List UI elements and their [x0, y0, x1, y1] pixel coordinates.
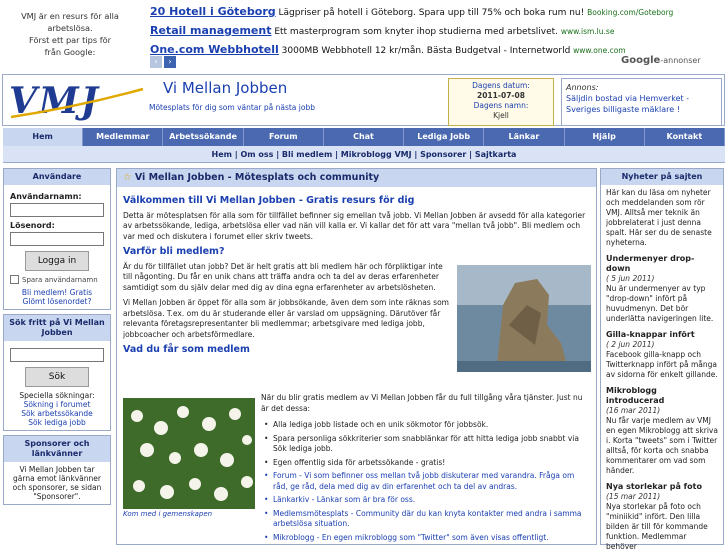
site-tagline: Mötesplats för dig som väntar på nästa jobb	[149, 103, 315, 112]
news-title: Gilla-knappar infört	[606, 330, 695, 339]
site-title[interactable]: Vi Mellan Jobben	[163, 79, 288, 97]
star-icon: ☆	[123, 172, 132, 183]
ad-list	[150, 2, 720, 59]
login-links[interactable]: Bli medlem! Gratis Glömt lösenordet?	[21, 288, 93, 306]
ad-prev-button[interactable]: ‹	[150, 56, 162, 68]
news-intro: Här kan du läsa om nyheter och meddelanden som rör VMJ. Alltså mer teknik än jobbrelaterat i just denna spalt. Här ser du de senaste nyheterna.	[606, 188, 712, 247]
news-title: Nya storlekar på foto	[606, 482, 702, 491]
nav-lediga-jobb[interactable]: Lediga Jobb	[404, 128, 484, 146]
why-heading: Varför bli medlem?	[123, 246, 225, 257]
date-box: Dagens datum: 2011-07-08 Dagens namn: Kjell	[448, 78, 554, 126]
news-heading: Nyheter på sajten	[601, 169, 723, 185]
feature-item: • Spara personliga sökkriterier som snabblänkar för att hitta lediga jobb snabbt via Sök lediga jobb.	[261, 434, 591, 455]
search-heading: Sök fritt på Vi Mellan Jobben	[4, 315, 110, 341]
ad-item[interactable]: Retail management Ett masterprogram som knyter ihop studierna med arbetslivet. www.ism.lu.se	[150, 24, 615, 37]
sponsor-panel: Sponsorer och länkvänner Vi Mellan Jobben tar gärna emot länkvänner och sponsorer, se sidan "Sponsorer".	[3, 435, 111, 505]
feature-item[interactable]: • Medlemsmötesplats - Community där du kan knyta kontakter med andra i samma arbetslösa situation.	[261, 509, 591, 530]
username-label: Användarnamn:	[10, 192, 82, 201]
features-area: När du blir gratis medlem av Vi Mellan Jobben får du full tillgång våra tjänster. Just nu är det dessa: • Alla lediga jobb listade och en unik sökmotor för jobbsök. • Spara personliga sökkriterier som snabblänkar för att hitta lediga jobb snabbt via Sök lediga jobb. • Egen offentlig sida för arbetssökande - gratis! • Forum - Vi som befinner oss mellan två jobb diskuterar med varandra. Fråga om råd, ge råd, dela med dig av din erfarenhet och ta del av andras. • Länkarkiv - Länkar som är bra för oss. • Medlemsmötesplats - Community där du kan knyta kontakter med andra i samma arbetslösa situation. • Mikroblogg - En egen mikroblogg som "Twitter" som även visas offentligt.	[261, 393, 591, 546]
ad-item[interactable]: 20 Hotell i Göteborg Lägpriser på hotell i Göteborg. Spara upp till 75% och boka rum nu! Booking.com/Goteborg	[150, 5, 674, 18]
feature-item: • Egen offentlig sida för arbetssökande - gratis!	[261, 458, 591, 469]
news-title: Mikroblogg introducerad	[606, 386, 665, 405]
remember-checkbox[interactable]	[10, 275, 19, 284]
search-button[interactable]: Sök	[25, 367, 89, 387]
intro-paragraph: Detta är mötesplatsen för alla som för tillfället befinner sig emellan två jobb. Vi Mellan Jobben är avsedd för alla kategorier av arbetssökande, lediga, arbetslösa eller vad nän vill kalla er. Vi kallar det för att vara "mellan två jobb". Bli medlem och var med och diskutera i forumet eller skriv tweets.	[123, 210, 586, 241]
remember-row: Spara användarnamn	[10, 275, 104, 284]
login-heading: Användare	[4, 169, 110, 185]
ad-next-button[interactable]: ›	[164, 56, 176, 68]
nav-hem[interactable]: Hem	[3, 128, 83, 146]
ad-intro-text: VMJ är en resurs för alla arbetslösa. Först ett par tips för från Google:	[21, 11, 119, 57]
welcome-heading: Välkommen till Vi Mellan Jobben - Gratis resurs för dig	[123, 195, 415, 206]
feature-item[interactable]: • Mikroblogg - En egen mikroblogg som "Twitter" som även visas offentligt.	[261, 533, 591, 544]
login-button[interactable]: Logga in	[25, 251, 89, 271]
main-nav	[3, 128, 725, 146]
nav-medlemmar[interactable]: Medlemmar	[83, 128, 163, 146]
sub-nav[interactable]: Hem | Om oss | Bli medlem | Mikroblogg VMJ | Sponsorer | Sajtkarta	[3, 146, 725, 163]
rock-photo	[457, 265, 591, 372]
nav-kontakt[interactable]: Kontakt	[645, 128, 725, 146]
main-heading: ☆ Vi Mellan Jobben - Mötesplats och community	[117, 169, 596, 187]
feature-item: • Alla lediga jobb listade och en unik sökmotor för jobbsök.	[261, 420, 591, 431]
nav-lankar[interactable]: Länkar	[484, 128, 564, 146]
left-sidebar	[3, 168, 111, 545]
password-input[interactable]	[10, 232, 104, 246]
search-input[interactable]	[10, 348, 104, 362]
ad-pager	[150, 56, 176, 68]
feature-item[interactable]: • Forum - Vi som befinner oss mellan två jobb diskuterar med varandra. Fråga om råd, ge råd, dela med dig av din erfarenhet och ta del av andras.	[261, 471, 591, 492]
google-ads-label[interactable]: Google-annonser	[621, 55, 701, 66]
anemone-photo	[123, 398, 255, 509]
photo-caption: Kom med i gemenskapen	[123, 510, 213, 518]
main-content: ☆ Vi Mellan Jobben - Mötesplats och community Välkommen till Vi Mellan Jobben - Gratis resurs för dig Detta är mötesplatsen för alla som för tillfället befinner sig emellan två jobb. Vi Mellan Jobben är avsedd för alla kategorier av arbetssökande, lediga, arbetslösa eller vad nän vill kalla er. Vi kallar det för att vara "mellan två jobb". Bli medlem och var med och diskutera i forumet eller skriv tweets. Varför bli medlem? Är du för tillfället utan jobb? Det är helt gratis att bli medlem här och förpliktigar inte till någonting. Du får en unik chans att träffa andra och ta del av deras erfarenheter samtidigt som du själv delar med dig av dina egna erfarenheter av arbetslösheten. Vi Mellan Jobben är öppet för alla som är jobbsökande, även dem som inte räknas som arbetslösa. T.ex. om du är studerande eller är varslad om uppsägning. Därutöver får relevanta företagsrepresentanter bli medlemmar; arbetsgivare med lediga jobb, jobbcoacher och arbetsförmedlare. Vad du får som medlem Kom med i gemenskapen När du blir gratis medlem av Vi Mellan Jobben får du full tillgång våra tjänster. Just nu är det dessa: • Alla lediga jobb listade och en unik sökmotor för jobbsök. • Spara personliga sökkriterier som snabblänkar för att hitta lediga jobb snabbt via Sök lediga jobb. • Egen offentlig sida för arbetssökande - gratis! • Forum - Vi som befinner oss mellan två jobb diskuterar med varandra. Fråga om råd, ge råd, dela med dig av din erfarenhet och ta del av andras. • Länkarkiv - Länkar som är bra för oss. • Medlemsmötesplats - Community där du kan knyta kontakter med andra i samma arbetslösa situation. • Mikroblogg - En egen mikroblogg som "Twitter" som även visas offentligt.	[116, 168, 597, 545]
news-title: Undermenyer drop-down	[606, 254, 695, 273]
nav-hjalp[interactable]: Hjälp	[565, 128, 645, 146]
feature-item[interactable]: • Länkarkiv - Länkar som är bra för oss.	[261, 495, 591, 506]
password-label: Lösenord:	[10, 221, 55, 230]
svg-text:VMJ: VMJ	[9, 80, 100, 122]
ad-item[interactable]: One.com Webbhotell 3000MB Webbhotell 12 kr/mån. Bästa Budgetval - Internetworld www.one.com	[150, 43, 626, 56]
header-ad: Annons: Säljdin bostad via Hemverket - Sveriges billigaste mäklare !	[561, 78, 722, 126]
search-panel: Sök fritt på Vi Mellan Jobben Sök Speciella sökningar: Sökning i forumet Sök arbetssökande Sök lediga jobb	[3, 314, 111, 431]
nav-arbetssokande[interactable]: Arbetssökande	[163, 128, 243, 146]
what-heading: Vad du får som medlem	[123, 344, 250, 355]
login-panel	[3, 168, 111, 310]
nav-chat[interactable]: Chat	[324, 128, 404, 146]
username-input[interactable]	[10, 203, 104, 217]
news-sidebar: Nyheter på sajten Här kan du läsa om nyheter och meddelanden som rör VMJ. Alltså mer teknik än jobbrelaterat i just denna spalt. Här ser du de senaste nyheterna. Undermenyer drop-down ( 5 jun 2011) Nu är undermenyer av typ "drop-down" infört på huvudmenyn. Det bör underlätta navigeringen lite. Gilla-knappar infört ( 2 jun 2011) Facebook gilla-knapp och Twitterknapp infört på många av sidorna för enkelt gillande. Mikroblogg introducerad (16 mar 2011) Nu får varje medlem av VMJ en egen Mikroblogg att skriva i. Korta "tweets" som i Twitter alltså, för korta och snabba kommentarer om vad som händer. Nya storlekar på foto (15 mar 2011) Nya storlekar på foto och "miniikid" infört. Den lilla bilden är till för kommande funktion. Medlemmar behöver	[600, 168, 724, 545]
google-ad-strip	[0, 0, 727, 72]
site-header	[2, 74, 725, 126]
vmj-logo[interactable]	[7, 77, 147, 123]
sponsor-heading: Sponsorer och länkvänner	[4, 436, 110, 462]
nav-forum[interactable]: Forum	[244, 128, 324, 146]
